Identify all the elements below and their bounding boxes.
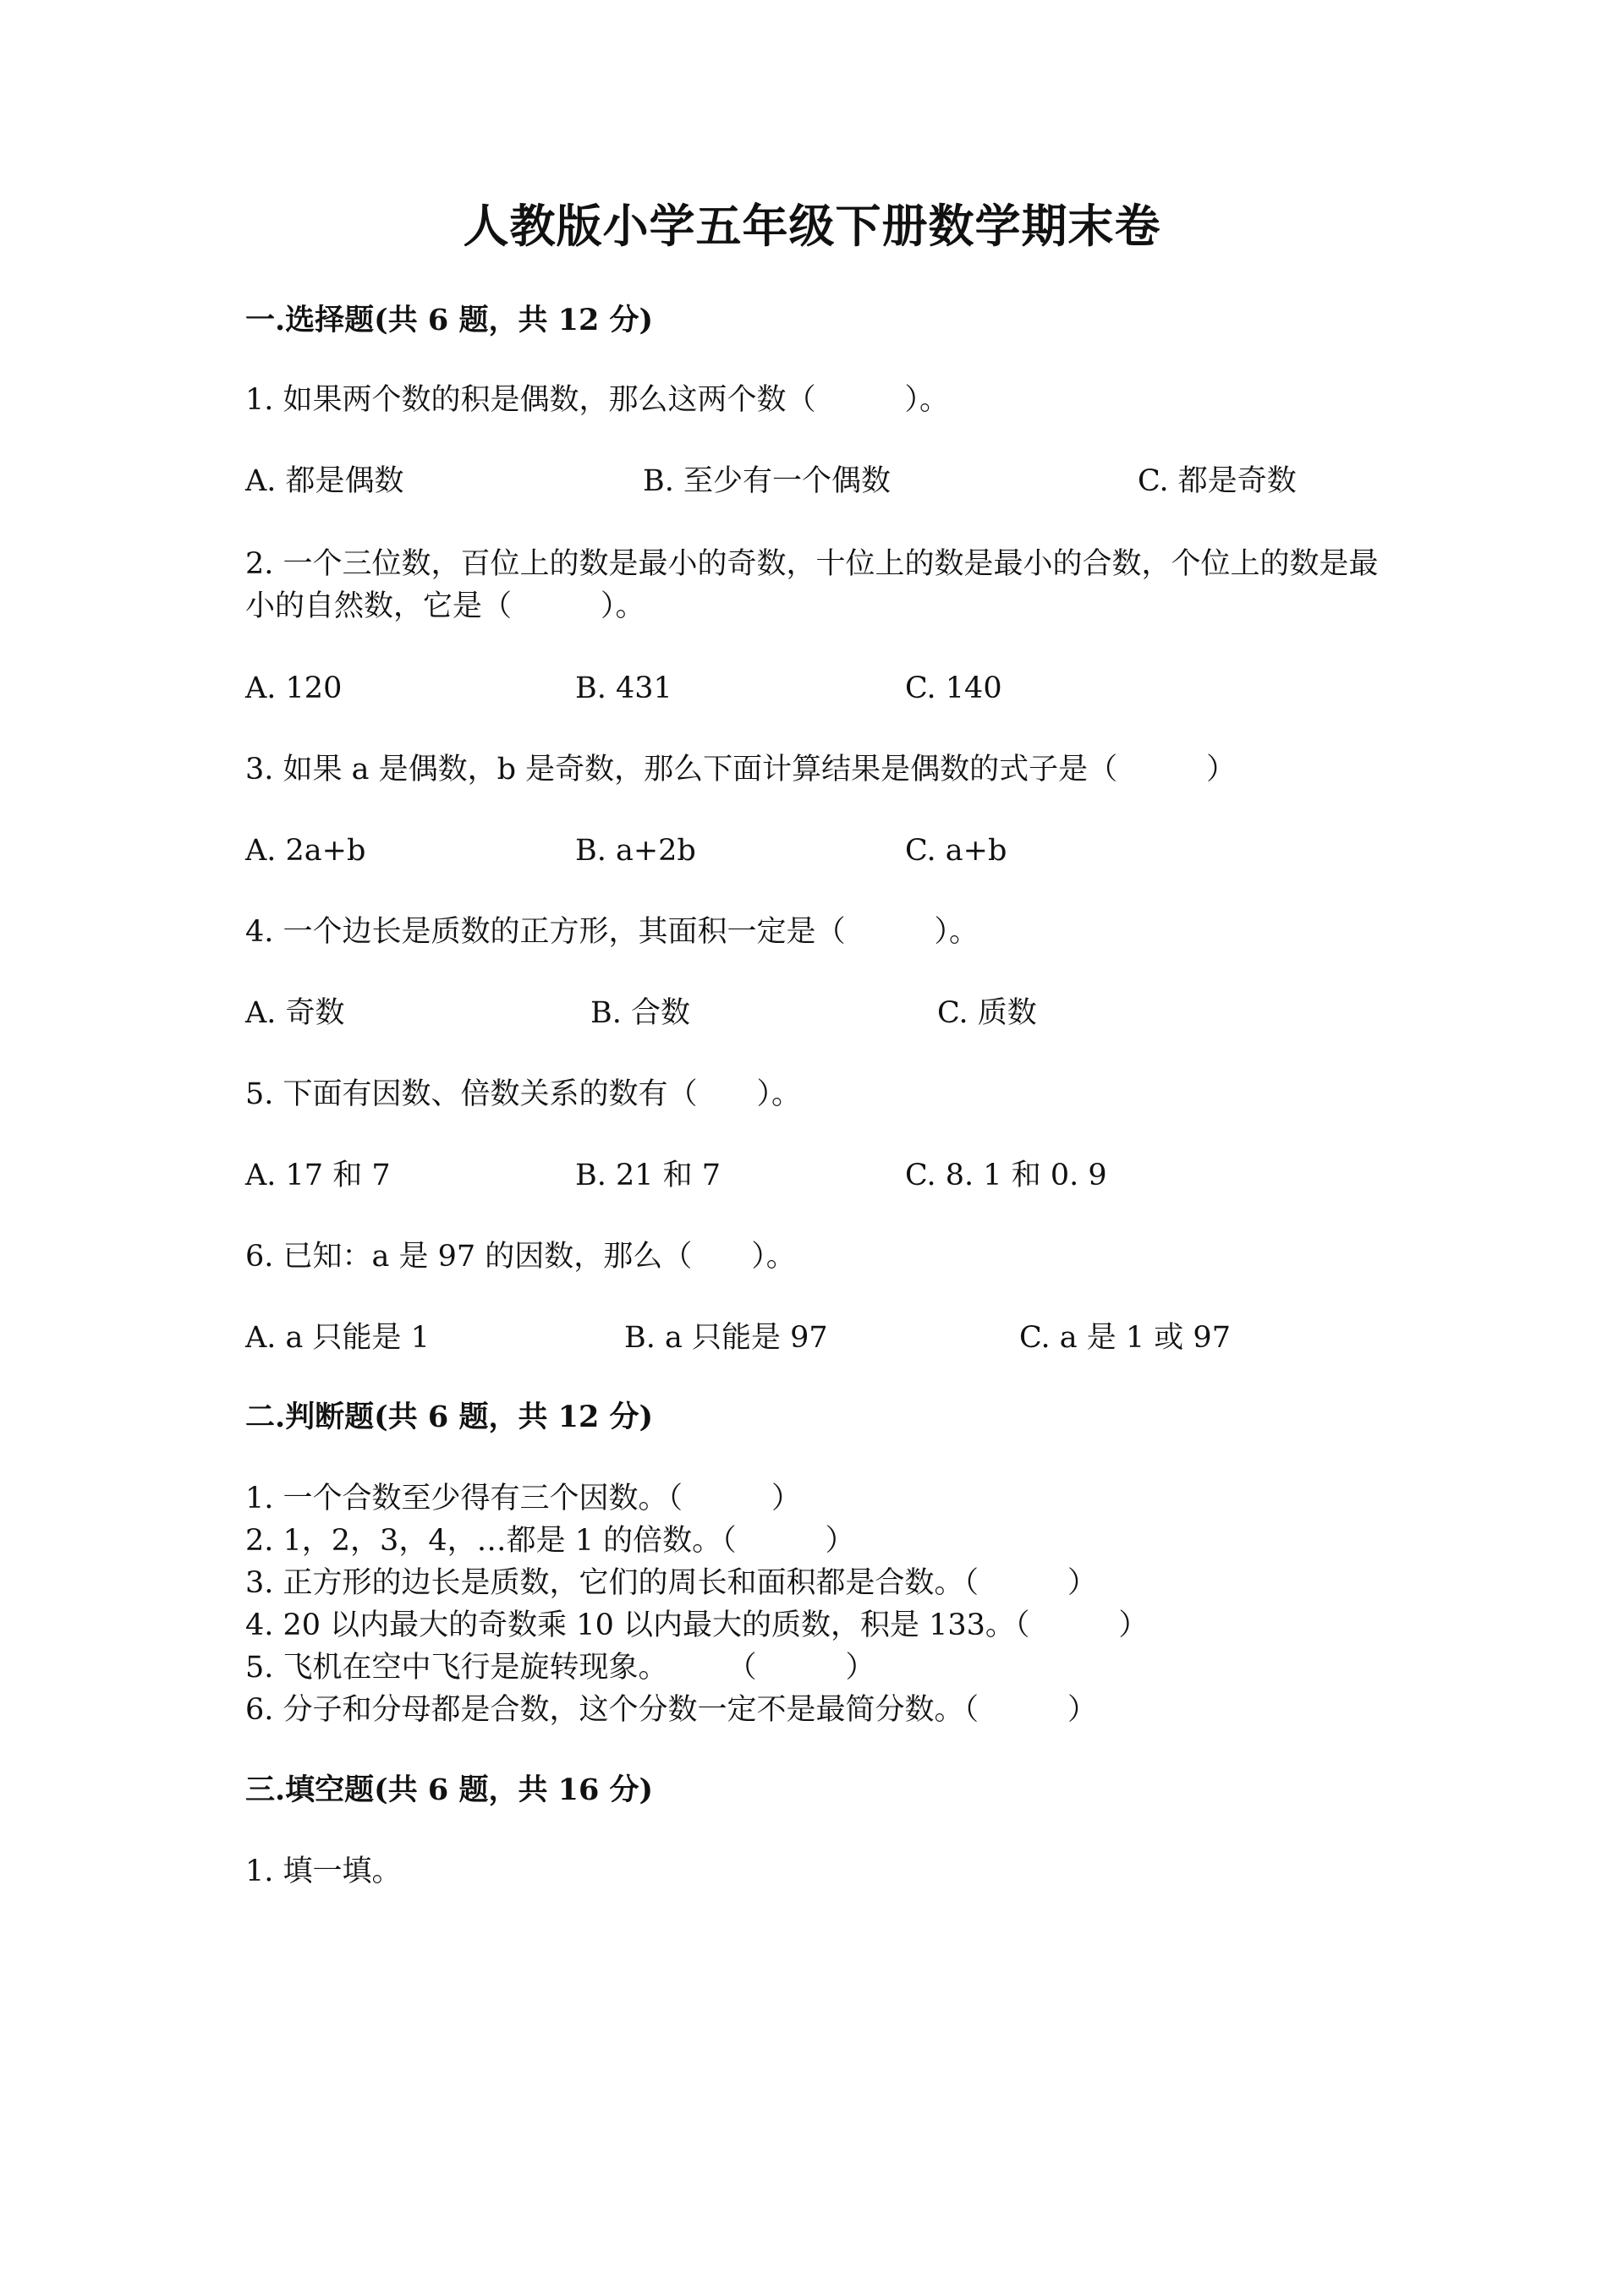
judge-item-2: 2. 1，2，3，4，…都是 1 的倍数。（ ） [245, 1524, 855, 1558]
choice-q3-option-c: C. a+b [905, 834, 1007, 868]
choice-q2-option-b: B. 431 [575, 671, 672, 705]
choice-question-3: 3. 如果 a 是偶数，b 是奇数，那么下面计算结果是偶数的式子是（ ） [245, 753, 1237, 786]
judge-item-4: 4. 20 以内最大的奇数乘 10 以内最大的质数，积是 133。（ ） [245, 1608, 1149, 1642]
choice-q2-option-a: A. 120 [245, 671, 343, 705]
choice-question-6: 6. 已知：a 是 97 的因数，那么（ ）。 [245, 1240, 796, 1274]
choice-q4-option-c: C. 质数 [937, 996, 1037, 1030]
choice-q1-option-a: A. 都是偶数 [245, 464, 404, 498]
choice-q2-option-c: C. 140 [905, 671, 1002, 705]
choice-q6-option-b: B. a 只能是 97 [624, 1321, 828, 1355]
page-title: 人教版小学五年级下册数学期末卷 [463, 199, 1161, 253]
choice-q1-option-b: B. 至少有一个偶数 [643, 464, 891, 498]
judge-item-6: 6. 分子和分母都是合数，这个分数一定不是最简分数。（ ） [245, 1693, 1098, 1727]
choice-question-1: 1. 如果两个数的积是偶数，那么这两个数（ ）。 [245, 383, 950, 417]
judge-item-1: 1. 一个合数至少得有三个因数。（ ） [245, 1482, 802, 1515]
section-heading-choice: 一.选择题(共 6 题，共 12 分) [245, 303, 654, 337]
choice-question-2: 2. 一个三位数，百位上的数是最小的奇数，十位上的数是最小的合数，个位上的数是最小的自然数，它是（ ）。 [245, 547, 1379, 623]
choice-question-4: 4. 一个边长是质数的正方形，其面积一定是（ ）。 [245, 915, 979, 949]
choice-q3-option-b: B. a+2b [575, 834, 696, 868]
choice-q4-option-b: B. 合数 [590, 996, 690, 1030]
choice-q5-option-b: B. 21 和 7 [575, 1159, 721, 1192]
section-heading-judge: 二.判断题(共 6 题，共 12 分) [245, 1400, 654, 1434]
fill-question-1: 1. 填一填。 [245, 1855, 402, 1888]
judge-item-3: 3. 正方形的边长是质数，它们的周长和面积都是合数。（ ） [245, 1566, 1098, 1600]
choice-q1-option-c: C. 都是奇数 [1138, 464, 1297, 498]
choice-q6-option-c: C. a 是 1 或 97 [1019, 1321, 1231, 1355]
judge-item-5: 5. 飞机在空中飞行是旋转现象。 （ ） [245, 1651, 875, 1685]
section-heading-fill: 三.填空题(共 6 题，共 16 分) [245, 1773, 654, 1807]
choice-q4-option-a: A. 奇数 [245, 996, 345, 1030]
choice-q5-option-c: C. 8. 1 和 0. 9 [905, 1159, 1107, 1192]
choice-q3-option-a: A. 2a+b [245, 834, 366, 868]
choice-q6-option-a: A. a 只能是 1 [245, 1321, 430, 1355]
choice-q5-option-a: A. 17 和 7 [245, 1159, 391, 1192]
choice-question-5: 5. 下面有因数、倍数关系的数有（ ）。 [245, 1077, 802, 1111]
